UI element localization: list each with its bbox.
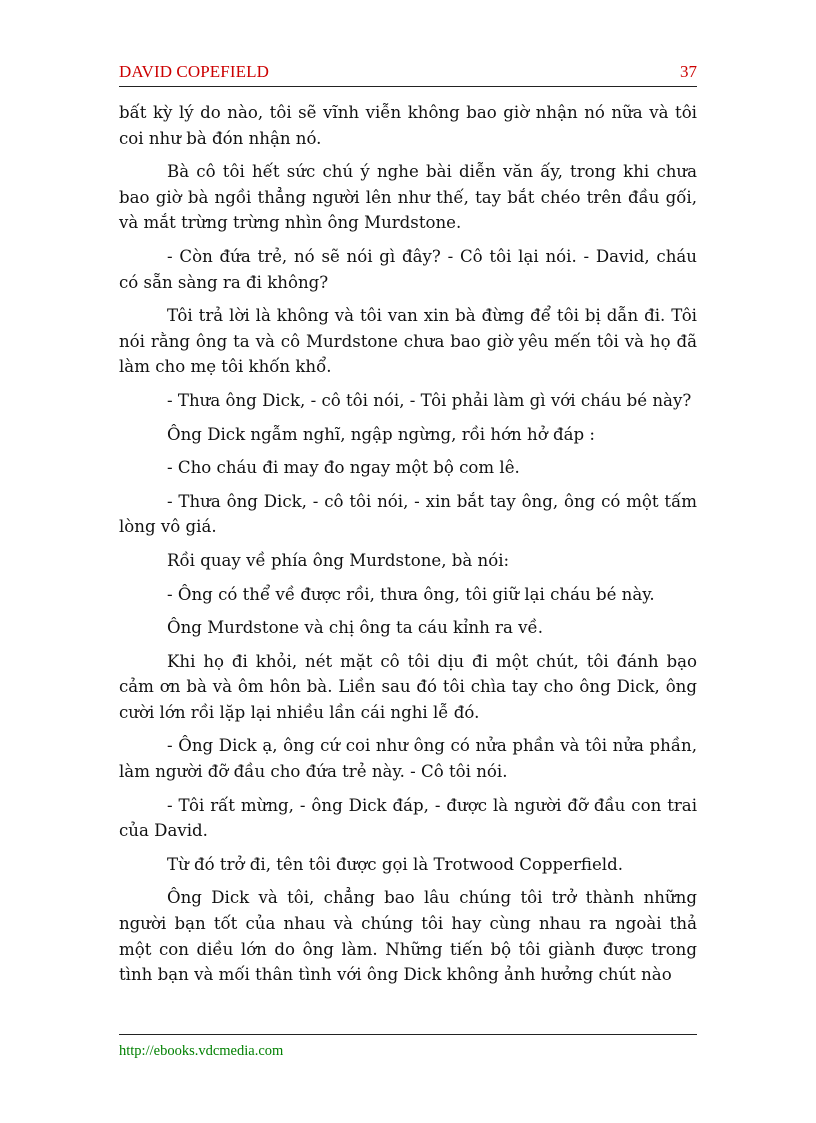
page-number: 37 bbox=[680, 62, 697, 81]
paragraph: - Cho cháu đi may đo ngay một bộ com lê. bbox=[167, 458, 520, 478]
paragraph: - Ông Dick ạ, ông cứ coi như ông có nửa phần và tôi nửa phần, làm người đỡ đầu cho đứa trẻ này. - Cô tôi nói. bbox=[119, 736, 697, 782]
paragraph: Bà cô tôi hết sức chú ý nghe bài diễn văn ấy, trong khi chưa bao giờ bà ngồi thẳng người lên như thế, tay bắt chéo trên đầu gối, và mắt trừng trừng nhìn ông Murdstone. bbox=[119, 162, 697, 233]
paragraph: - Còn đứa trẻ, nó sẽ nói gì đây? - Cô tôi lại nói. - David, cháu có sẵn sàng ra đi không? bbox=[119, 246, 697, 292]
paragraph: Tôi trả lời là không và tôi van xin bà đừng để tôi bị dẫn đi. Tôi nói rằng ông ta và cô Murdstone chưa bao giờ yêu mến tôi và họ đã làm cho mẹ tôi khốn khổ. bbox=[119, 306, 697, 377]
footer-link[interactable]: http://ebooks.vdcmedia.com bbox=[119, 1043, 284, 1059]
page-footer bbox=[119, 1034, 697, 1060]
paragraph: Ông Dick và tôi, chẳng bao lâu chúng tôi trở thành những người bạn tốt của nhau và chúng tôi hay cùng nhau ra ngoài thả một con diều lớn do ông làm. Những tiến bộ tôi giành được trong tình bạn và mối thân tình với ông Dick không ảnh hưởng chút nào bbox=[119, 888, 697, 985]
paragraph: - Tôi rất mừng, - ông Dick đáp, - được là người đỡ đầu con trai của David. bbox=[119, 795, 697, 841]
paragraph: Khi họ đi khỏi, nét mặt cô tôi dịu đi một chút, tôi đánh bạo cảm ơn bà và ôm hôn bà. Liền sau đó tôi chìa tay cho ông Dick, ông cười lớn rồi lặp lại nhiều lần cái nghi lễ đó. bbox=[119, 651, 697, 722]
paragraph: - Thưa ông Dick, - cô tôi nói, - xin bắt tay ông, ông có một tấm lòng vô giá. bbox=[119, 491, 697, 537]
page-body bbox=[119, 100, 697, 996]
paragraph: Từ đó trở đi, tên tôi được gọi là Trotwood Copperfield. bbox=[167, 854, 624, 874]
paragraph: - Thưa ông Dick, - cô tôi nói, - Tôi phải làm gì với cháu bé này? bbox=[167, 390, 692, 410]
paragraph: Ông Dick ngẫm nghĩ, ngập ngừng, rồi hớn hở đáp : bbox=[167, 424, 595, 444]
paragraph: Rồi quay về phía ông Murdstone, bà nói: bbox=[167, 550, 510, 570]
paragraph: bất kỳ lý do nào, tôi sẽ vĩnh viễn không bao giờ nhận nó nữa và tôi coi như bà đón nhận nó. bbox=[119, 103, 697, 148]
paragraph: Ông Murdstone và chị ông ta cáu kỉnh ra về. bbox=[167, 618, 544, 638]
paragraph: - Ông có thể về được rồi, thưa ông, tôi giữ lại cháu bé này. bbox=[167, 584, 655, 604]
book-title: DAVID COPEFIELD bbox=[119, 62, 269, 81]
page-header bbox=[119, 62, 697, 87]
